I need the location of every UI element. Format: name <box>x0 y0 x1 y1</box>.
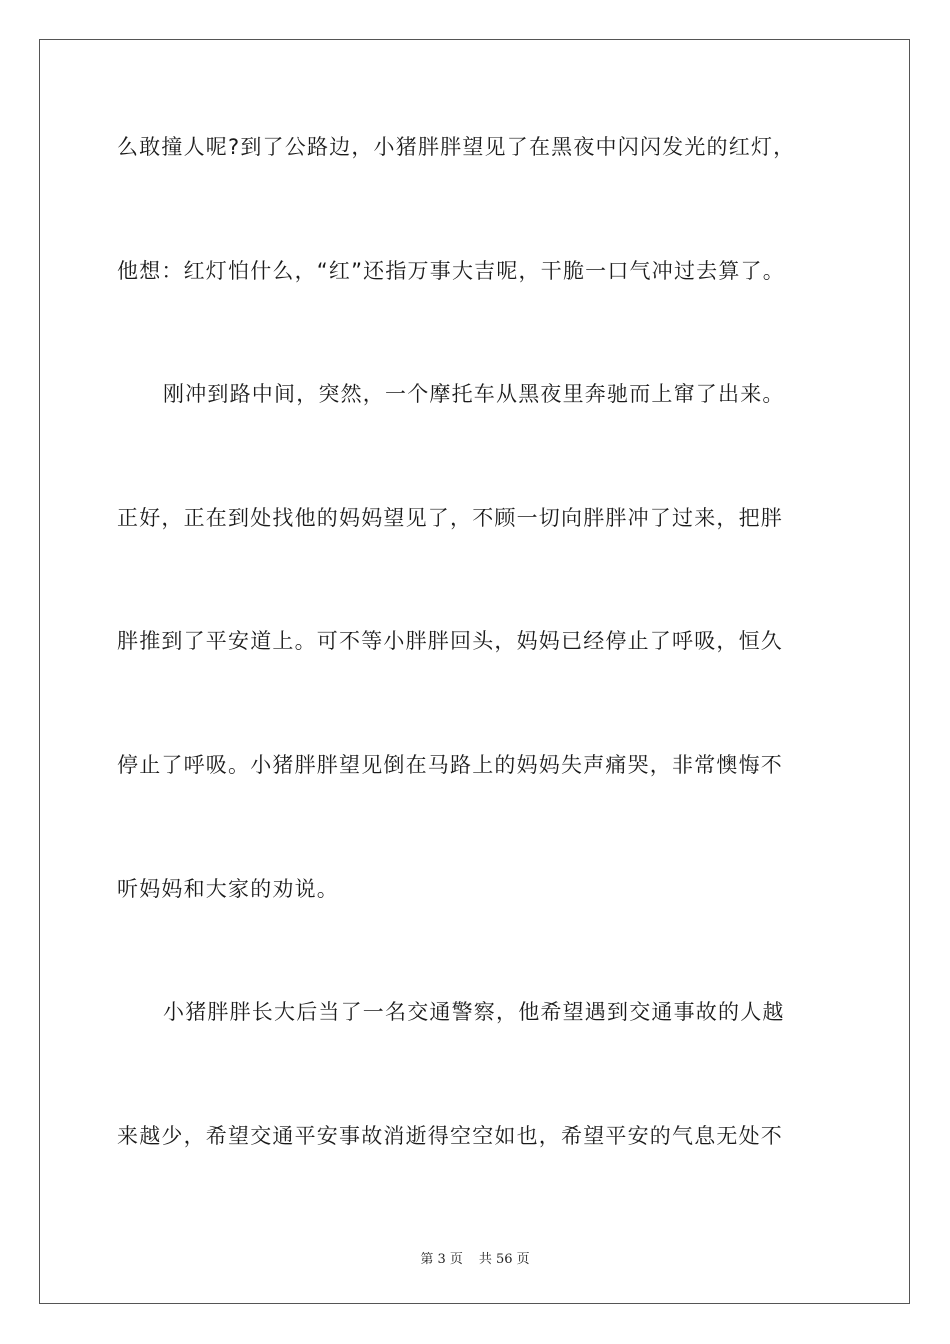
text-line-8: 小猪胖胖长大后当了一名交通警察，他希望遇到交通事故的人越 <box>163 1000 785 1025</box>
text-line-4: 正好，正在到处找他的妈妈望见了，不顾一切向胖胖冲了过来，把胖 <box>117 505 783 530</box>
text-line-2: 他想：红灯怕什么，“红”还指万事大吉呢，干脆一口气冲过去算了。 <box>117 258 785 283</box>
text-line-5: 胖推到了平安道上。可不等小胖胖回头，妈妈已经停止了呼吸，恒久 <box>117 629 783 654</box>
text-line-3: 刚冲到路中间，突然，一个摩托车从黑夜里奔驰而上窜了出来。 <box>163 382 785 407</box>
document-body <box>117 117 857 1229</box>
page-total: 共 56 页 <box>478 1252 530 1267</box>
page-number: 第 3 页 <box>420 1252 463 1267</box>
page-footer <box>0 1248 950 1267</box>
text-line-7: 听妈妈和大家的劝说。 <box>117 876 339 901</box>
text-line-1: 么敢撞人呢?到了公路边，小猪胖胖望见了在黑夜中闪闪发光的红灯， <box>117 135 796 159</box>
text-line-6: 停止了呼吸。小猪胖胖望见倒在马路上的妈妈失声痛哭，非常懊悔不 <box>117 752 783 777</box>
text-line-9: 来越少，希望交通平安事故消逝得空空如也，希望平安的气息无处不 <box>117 1123 783 1148</box>
